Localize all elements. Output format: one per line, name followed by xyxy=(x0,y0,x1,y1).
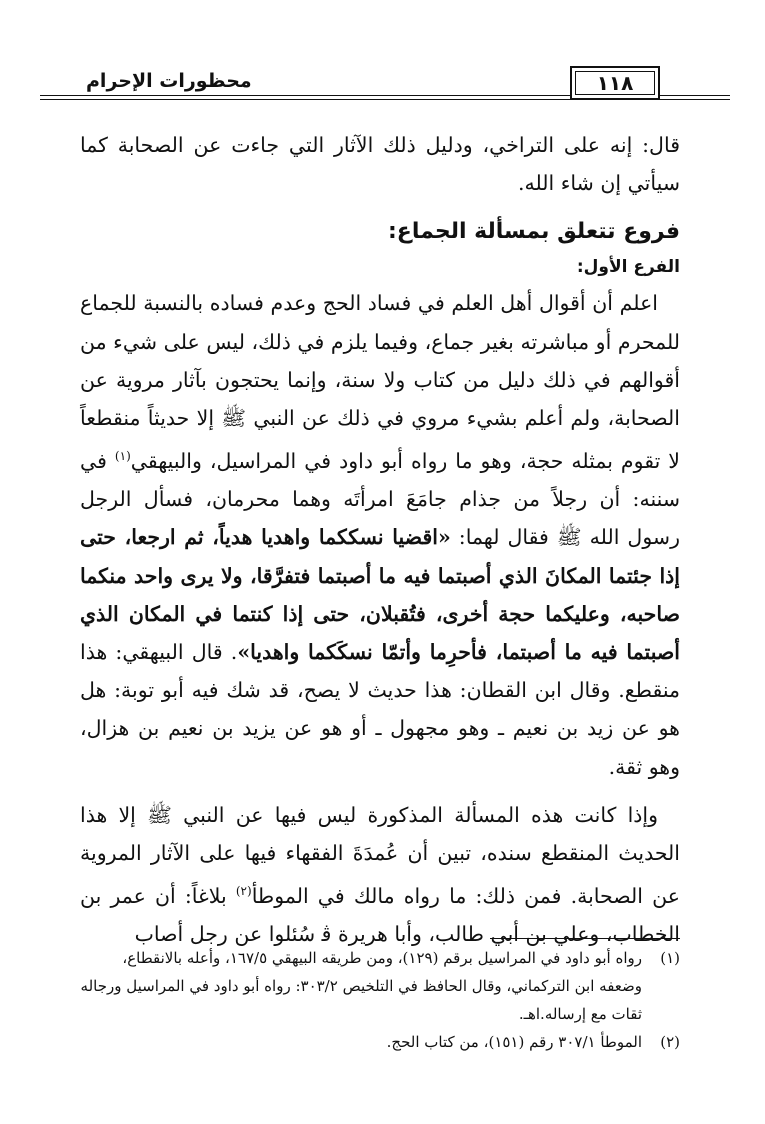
paragraph-text: اعلم أن أقوال أهل العلم في فساد الحج وعدم فساده بالنسبة للجماع للمحرم أو مباشرته بغير جماع، وفيما يلزم في ذلك، ليس على شيء من أقوالهم في ذلك دليل من كتاب ولا سنة، وإنما يحتجون بآثار مروية عن الصحابة، ولم أعلم بشيء مروي في ذلك عن النبي ﷺ إلا حديثاً منقطعاً لا تقوم بمثله حجة، وهو ما رواه أبو داود في المراسيل، والبيهقي xyxy=(80,291,681,474)
footnotes xyxy=(80,944,680,1056)
footnote-number: (١) xyxy=(660,949,680,967)
paragraph-text: بلاغاً: أن عمر بن الخطاب، وعلي بن أبي طالب، وأبا هريرة ﭬ سُئلوا عن رجل أصاب xyxy=(80,884,680,947)
paragraph-text: وإذا كانت هذه المسألة المذكورة ليس فيها عن النبي ﷺ إلا هذا الحديث المنقطع سنده، تبين أن عُمدَةَ الفقهاء فيها على الآثار المروية عن الصحابة. فمن ذلك: ما رواه مالك في الموطأ xyxy=(80,802,680,909)
paragraph-text: . قال البيهقي: هذا منقطع. وقال ابن القطان: هذا حديث لا يصح، قد شك فيه أبو توبة: هل هو عن زيد بن نعيم ـ وهو مجهول ـ أو هو عن يزيد بن نعيم بن هزال، وهو ثقة. xyxy=(80,640,680,779)
footnote-number: (٢) xyxy=(660,1033,680,1051)
footnote-text: الموطأ ٣٠٧/١ رقم (١٥١)، من كتاب الحج. xyxy=(386,1033,642,1051)
subsection-heading: الفرع الأول: xyxy=(576,257,680,278)
paragraph-second xyxy=(80,796,680,954)
footnote-separator xyxy=(490,938,680,939)
running-title: محظورات الإحرام xyxy=(80,70,258,92)
footnote-ref-1: (١) xyxy=(114,449,131,464)
footnote-1 xyxy=(80,944,680,1028)
main-text xyxy=(80,126,680,954)
paragraph-first-branch xyxy=(80,284,680,785)
footnote-text: رواه أبو داود في المراسيل برقم (١٢٩)، ومن طريقه البيهقي ١٦٧/٥، وأعله بالانقطاع، وضعفه ابن التركماني، وقال الحافظ في التلخيص ٣٠٣/٢: رواه أبو داود في المراسيل ورجاله ثقات مع إرساله.اهـ. xyxy=(80,949,642,1023)
paragraph-text: في سننه: أن رجلاً من جذام جامَعَ امرأتَه وهما محرمان، فسأل الرجل رسول الله ﷺ فقال لهما: xyxy=(80,449,680,550)
section-heading: فروع تتعلق بمسألة الجماع: xyxy=(388,219,680,245)
footnote-2 xyxy=(80,1028,680,1056)
page-header xyxy=(40,62,730,106)
page-number: ١١٨ xyxy=(570,66,660,100)
hadith-quote: «اقضيا نسككما واهديا هدياً، ثم ارجعا، حتى إذا جئتما المكانَ الذي أصبتما فيه ما أصبتما فتفرَّقا، ولا يرى واحد منكما صاحبه، وعليكما حجة أخرى، فتُقبلان، حتى إذا كنتما في المكان الذي أصبتما فيه ما أصبتما، فأحرِما وأتمّا نسكَكما واهديا» xyxy=(80,525,680,665)
paragraph-intro: قال: إنه على التراخي، ودليل ذلك الآثار التي جاءت عن الصحابة كما سيأتي إن شاء الله. xyxy=(80,133,680,196)
footnote-ref-2: (٢) xyxy=(235,884,252,899)
